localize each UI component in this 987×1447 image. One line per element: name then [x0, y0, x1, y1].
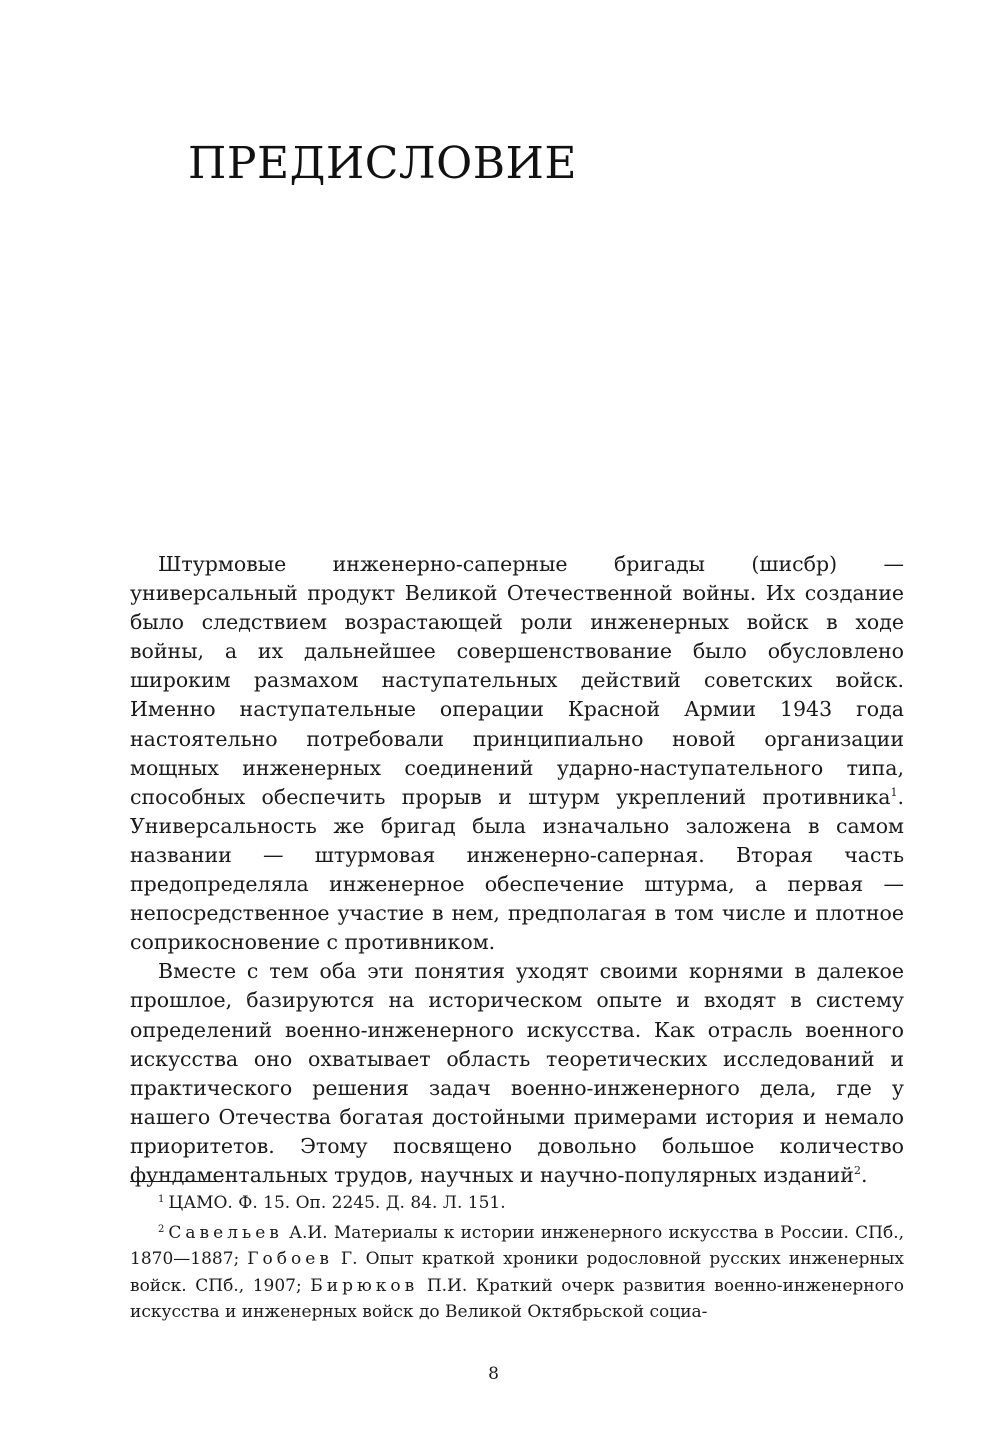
- footnote-author: Гобоев: [247, 1249, 333, 1269]
- paragraph-text: . Универсальность же бригад была изначально заложена в самом названии — штурмовая инженерно-саперная. Вторая часть предопределяла инженерное обеспечение штурма, а первая — непосредственное участие в нем, предполагая в том числе и плотное соприкосновение с противником.: [130, 784, 904, 955]
- footnote-reference[interactable]: 2: [853, 1163, 861, 1177]
- paragraph-2: [130, 957, 904, 1190]
- footnote-number: 1: [158, 1194, 165, 1205]
- paragraph-text: .: [860, 1162, 868, 1187]
- footnote-text: А.И. Материалы к истории инженерного искусства в России. СПб., 1870—1887;: [130, 1222, 904, 1269]
- footnote-text: П.И. Краткий очерк развития военно-инженерного искусства и инженерных войск до Великой Октябрьской социа-: [130, 1275, 904, 1322]
- footnote-2: [130, 1220, 904, 1326]
- chapter-title: ПРЕДИСЛОВИЕ: [188, 138, 578, 189]
- footnote-author: Бирюков: [310, 1275, 419, 1296]
- paragraph-1: [130, 550, 904, 957]
- body-text: [130, 550, 904, 1190]
- footnote-text: ЦАМО. Ф. 15. Оп. 2245. Д. 84. Л. 151.: [168, 1193, 506, 1213]
- footnote-reference[interactable]: 1: [890, 785, 898, 799]
- footnote-text: Г. Опыт краткой хроники родословной русских инженерных войск. СПб., 1907;: [130, 1249, 904, 1296]
- page-number: 8: [488, 1364, 499, 1384]
- footnotes: [130, 1190, 904, 1326]
- paragraph-text: Вместе с тем оба эти понятия уходят своими корнями в далекое прошлое, базируются на историческом опыте и входят в систему определений военно-инженерного искусства. Как отрасль военного искусства оно охватывает область теоретических исследований и практического решения задач военно-инженерного дела, где у нашего Отечества богатая достойными примерами история и немало приоритетов. Этому посвящено довольно большое количество фундаментальных трудов, научных и научно-популярных изданий: [130, 959, 904, 1187]
- paragraph-text: Штурмовые инженерно-саперные бригады (шисбр) — универсальный продукт Великой Отечественной войны. Их создание было следствием возрастающей роли инженерных войск в ходе войны, а их дальнейшее совершенствование было обусловлено широким размахом наступательных действий советских войск. Именно наступательные операции Красной Армии 1943 года настоятельно потребовали принципиально новой организации мощных инженерных соединений ударно-наступательного типа, способных обеспечить прорыв и штурм укреплений противника: [130, 552, 904, 809]
- footnote-1: [130, 1190, 904, 1217]
- footnote-author: Савельев: [168, 1222, 283, 1243]
- footnote-number: 2: [158, 1223, 165, 1235]
- footnote-separator: [130, 1181, 222, 1182]
